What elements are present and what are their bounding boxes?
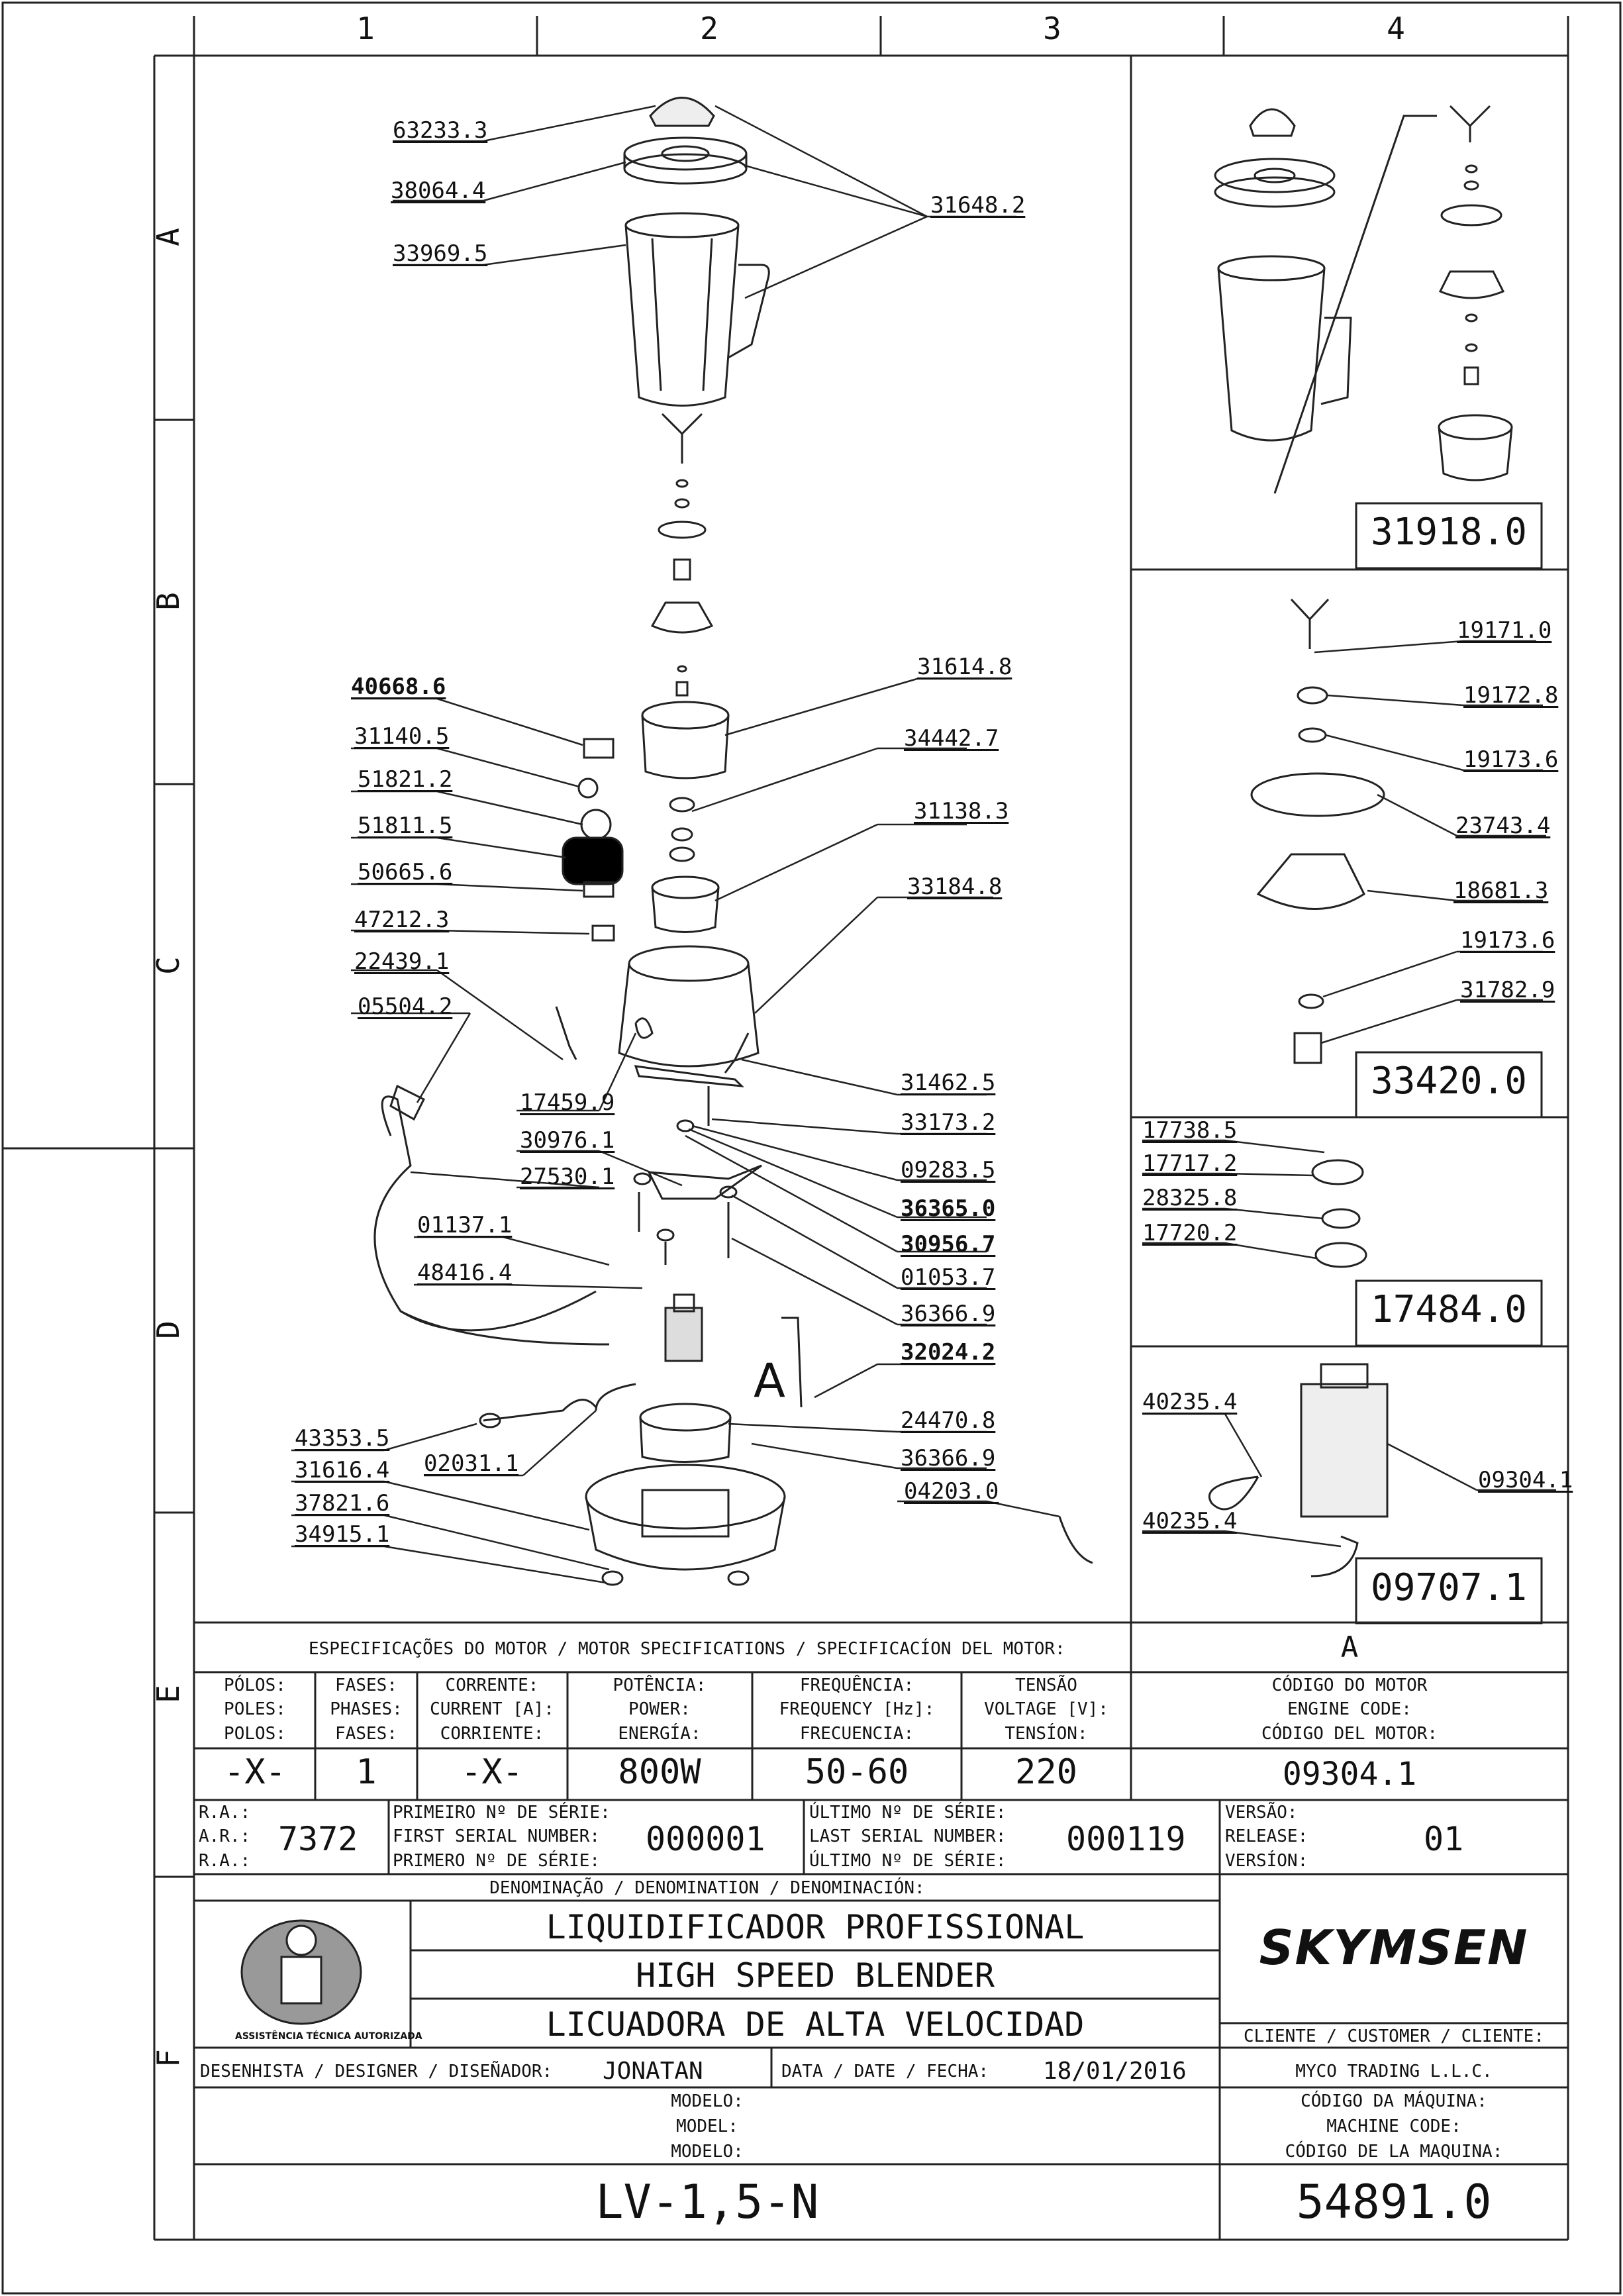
part-label: 17738.5 — [1142, 1117, 1238, 1144]
last-serial-label: ÚLTIMO Nº DE SÉRIE: — [809, 1803, 1007, 1822]
spec-header: PÓLOS: — [224, 1675, 286, 1695]
first-serial-label: FIRST SERIAL NUMBER: — [393, 1826, 601, 1846]
model-value: LV-1,5-N — [595, 2175, 819, 2229]
spec-value-phases: 1 — [356, 1752, 377, 1792]
spec-header: POTÊNCIA: — [613, 1675, 707, 1695]
date-label: DATA / DATE / FECHA: — [781, 2062, 989, 2081]
jar-assembly-code: 31918.0 — [1370, 511, 1528, 554]
spec-value-frequency: 50-60 — [805, 1752, 909, 1792]
spec-value-current: -X- — [461, 1752, 523, 1792]
spec-header: VOLTAGE [V]: — [984, 1699, 1108, 1719]
machine-code-label: CÓDIGO DE LA MAQUINA: — [1285, 2142, 1503, 2162]
first-serial-label: PRIMERO Nº DE SÉRIE: — [393, 1851, 601, 1871]
spec-header: POLES: — [224, 1699, 286, 1719]
machine-code-label: MACHINE CODE: — [1326, 2117, 1461, 2136]
part-label: 34915.1 — [295, 1521, 390, 1548]
spec-header: FASES: — [335, 1675, 397, 1695]
part-label: 28325.8 — [1142, 1185, 1238, 1211]
part-label: 33184.8 — [907, 873, 1003, 900]
last-serial-label: LAST SERIAL NUMBER: — [809, 1826, 1007, 1846]
grid-row-c: C — [150, 956, 186, 975]
part-label: 19172.8 — [1463, 682, 1559, 709]
ra-label: R.A.: — [199, 1803, 251, 1822]
blade-assembly-code: 33420.0 — [1370, 1060, 1528, 1103]
grid-column-3: 3 — [1043, 11, 1061, 46]
part-label: 31140.5 — [354, 723, 450, 750]
part-label: 31614.8 — [917, 654, 1012, 680]
spec-header: TENSÍON: — [1005, 1724, 1088, 1744]
grid-row-f: F — [150, 2049, 186, 2068]
detail-marker: A — [754, 1354, 785, 1408]
spec-value-voltage: 220 — [1015, 1752, 1077, 1792]
part-label: 19173.6 — [1460, 927, 1555, 954]
ra-value: 7372 — [278, 1820, 358, 1858]
part-label: 30976.1 — [520, 1127, 615, 1154]
part-label: 36366.9 — [901, 1301, 996, 1327]
denomination-label: DENOMINAÇÃO / DENOMINATION / DENOMINACIÓN: — [489, 1878, 925, 1898]
part-label: 17720.2 — [1142, 1220, 1238, 1246]
spec-header: TENSÃO — [1015, 1675, 1077, 1695]
spec-header: FRECUENCIA: — [799, 1724, 914, 1744]
part-label: 51811.5 — [358, 813, 453, 839]
part-label: 63233.3 — [393, 117, 488, 144]
spec-header: CORRIENTE: — [440, 1724, 544, 1744]
spec-header: ENERGÍA: — [618, 1724, 701, 1744]
spec-header: CURRENT [A]: — [430, 1699, 554, 1719]
grid-row-b: B — [150, 592, 186, 611]
spec-value-power: 800W — [618, 1752, 701, 1792]
spec-header: CORRENTE: — [445, 1675, 539, 1695]
model-label: MODELO: — [671, 2091, 744, 2111]
part-label: 01053.7 — [901, 1264, 996, 1291]
machine-code-value: 54891.0 — [1296, 2175, 1492, 2229]
spec-header: FASES: — [335, 1724, 397, 1744]
part-label: 19171.0 — [1457, 617, 1552, 644]
part-label: 05504.2 — [358, 993, 453, 1020]
part-label: 17459.9 — [520, 1089, 615, 1116]
part-label: 17717.2 — [1142, 1150, 1238, 1177]
part-label: 09283.5 — [901, 1157, 996, 1183]
part-label: 31462.5 — [901, 1070, 996, 1096]
designer-name: JONATAN — [603, 2058, 703, 2085]
part-label: 50665.6 — [358, 859, 453, 885]
part-label: 23743.4 — [1455, 813, 1551, 839]
motor-specs-title: ESPECIFICAÇÕES DO MOTOR / MOTOR SPECIFICATIONS / SPECIFICACÍON DEL MOTOR: — [309, 1639, 1065, 1659]
last-serial-label: ÚLTIMO Nº DE SÉRIE: — [809, 1851, 1007, 1871]
customer-name: MYCO TRADING L.L.C. — [1295, 2062, 1493, 2081]
part-label: 47212.3 — [354, 907, 450, 933]
part-label: 30956.7 — [901, 1231, 996, 1258]
spec-header: FREQUÊNCIA: — [799, 1675, 914, 1695]
spec-header: CÓDIGO DO MOTOR — [1271, 1675, 1428, 1695]
version-label: VERSÍON: — [1225, 1851, 1308, 1871]
version-label: RELEASE: — [1225, 1826, 1308, 1846]
part-label: 48416.4 — [417, 1260, 513, 1286]
grid-row-d: D — [150, 1321, 186, 1339]
version-value: 01 — [1424, 1820, 1464, 1858]
part-label: 02031.1 — [424, 1450, 519, 1477]
part-label: 34442.7 — [904, 725, 999, 752]
part-label: 33969.5 — [393, 240, 488, 267]
part-label: 40668.6 — [351, 674, 446, 700]
part-label: 36366.9 — [901, 1445, 996, 1472]
part-label: 43353.5 — [295, 1425, 390, 1452]
part-label: 40235.4 — [1142, 1508, 1238, 1534]
part-label: 22439.1 — [354, 948, 450, 975]
model-label: MODEL: — [676, 2117, 738, 2136]
part-label: 37821.6 — [295, 1490, 390, 1517]
spec-header: POWER: — [628, 1699, 691, 1719]
panel-drawings — [1209, 106, 1512, 1576]
part-label: 38064.4 — [391, 177, 486, 204]
part-label: 36365.0 — [901, 1195, 996, 1222]
spec-value-engine-code: 09304.1 — [1282, 1756, 1417, 1793]
spec-header: PHASES: — [330, 1699, 403, 1719]
part-label: 18681.3 — [1453, 877, 1549, 904]
product-name-pt: LIQUIDIFICADOR PROFISSIONAL — [546, 1908, 1085, 1946]
coupling-assembly-code: 17484.0 — [1370, 1288, 1528, 1331]
brand-logo: SKYMSEN — [1259, 1920, 1529, 1975]
designer-label: DESENHISTA / DESIGNER / DISEÑADOR: — [200, 2062, 553, 2081]
part-label: 51821.2 — [358, 766, 453, 793]
motor-detail-ref: A — [1340, 1630, 1359, 1664]
part-label: 31782.9 — [1460, 977, 1555, 1003]
spec-value-poles: -X- — [224, 1752, 286, 1792]
part-label: 19173.6 — [1463, 746, 1559, 773]
customer-label: CLIENTE / CUSTOMER / CLIENTE: — [1244, 2026, 1544, 2046]
grid-row-a: A — [150, 228, 186, 246]
part-label: 40235.4 — [1142, 1389, 1238, 1415]
spec-header: ENGINE CODE: — [1287, 1699, 1412, 1719]
ra-label: R.A.: — [199, 1851, 251, 1871]
authorized-assistance-seal — [242, 1921, 361, 2024]
part-label: 31138.3 — [914, 798, 1009, 824]
seal-text: ASSISTÊNCIA TÉCNICA AUTORIZADA — [235, 2031, 422, 2042]
first-serial-label: PRIMEIRO Nº DE SÉRIE: — [393, 1803, 611, 1822]
part-label: 04203.0 — [904, 1478, 999, 1505]
product-name-es: LICUADORA DE ALTA VELOCIDAD — [546, 2005, 1085, 2044]
grid-column-4: 4 — [1387, 11, 1405, 46]
first-serial-value: 000001 — [646, 1820, 765, 1858]
date-value: 18/01/2016 — [1043, 2058, 1187, 2085]
part-label: 27530.1 — [520, 1164, 615, 1190]
part-label: 09304.1 — [1478, 1467, 1573, 1493]
part-label: 31616.4 — [295, 1457, 390, 1483]
grid-row-e: E — [150, 1685, 186, 1703]
part-label: 24470.8 — [901, 1407, 996, 1434]
spec-header: FREQUENCY [Hz]: — [779, 1699, 935, 1719]
version-label: VERSÃO: — [1225, 1803, 1298, 1822]
model-label: MODELO: — [671, 2142, 744, 2162]
machine-code-label: CÓDIGO DA MÁQUINA: — [1301, 2091, 1487, 2111]
grid-column-2: 2 — [700, 11, 718, 46]
part-label: 33173.2 — [901, 1109, 996, 1136]
ra-label: A.R.: — [199, 1826, 251, 1846]
grid-column-1: 1 — [356, 11, 375, 46]
part-label: 32024.2 — [901, 1339, 996, 1366]
spec-header: POLOS: — [224, 1724, 286, 1744]
part-label: 31648.2 — [930, 192, 1026, 219]
part-label: 01137.1 — [417, 1212, 513, 1238]
spec-header: CÓDIGO DEL MOTOR: — [1261, 1724, 1438, 1744]
product-name-en: HIGH SPEED BLENDER — [636, 1956, 995, 1995]
last-serial-value: 000119 — [1066, 1820, 1186, 1858]
motor-assembly-code: 09707.1 — [1370, 1566, 1528, 1609]
